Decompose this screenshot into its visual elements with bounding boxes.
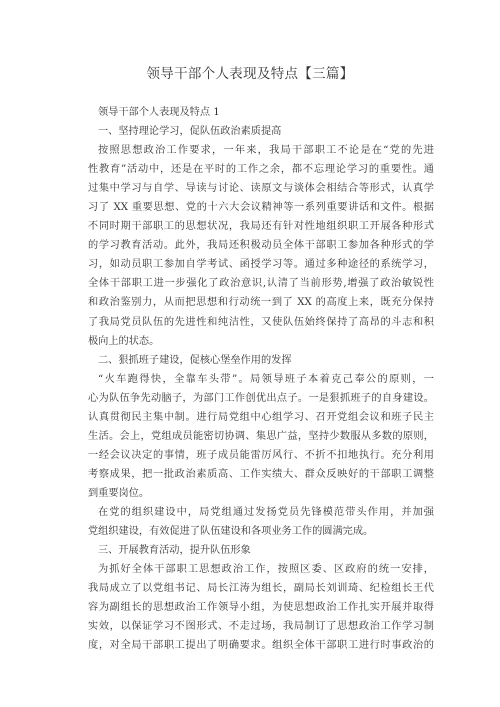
body-text-line: 容为副组长的思想政治工作领导小组，为使思想政治工作扎实开展并取得: [88, 602, 434, 614]
body-text-line: 考察成果，把一批政治素质高、工作实绩大、群众反映好的干部职工调整: [88, 468, 434, 480]
body-text-line: 二、狠抓班子建设，促核心堡垒作用的发挥: [98, 354, 292, 366]
body-text-line: 习，如动员职工参加自学考试、函授学习等。通过多种途径的系统学习，: [88, 259, 434, 271]
document-body: [88, 103, 434, 655]
body-text-line: 的学习教育活动。此外，我局还积极动员全体干部职工参加各种形式的学: [88, 240, 434, 252]
body-text-line: 不同时期干部职工的思想状况，我局还有针对性地组织职工开展各种形式: [88, 221, 434, 233]
body-text-line: 和政治鉴别力，从而把思想和行动统一到了 XX 的高度上来，既充分保持: [88, 297, 434, 309]
body-text-line: 心为队伍争先动脑子，为部门工作创优出点子。一是狠抓班子的自身建设。: [88, 392, 434, 404]
body-text-line: 领导干部个人表现及特点 1: [98, 107, 220, 118]
body-text-line: 实效，以保证学习不图形式、不走过场，我局制订了思想政治工作学习制: [88, 621, 434, 633]
body-text-line: 我局成立了以党组书记、局长江涛为组长，副局长刘训琦、纪检组长王代: [88, 583, 434, 595]
body-text-line: 认真贯彻民主集中制。进行局党组中心组学习、召开党组会议和班子民主: [88, 411, 434, 423]
body-text-line: 一经会议决定的事情，班子成员能雷厉风行、不折不扣地执行。充分利用: [88, 449, 434, 461]
body-text-line: 度，对全局干部职工提出了明确要求。组织全体干部职工进行时事政治的: [88, 640, 434, 652]
document-title: 领导干部个人表现及特点【三篇】: [146, 66, 354, 82]
body-text-line: 一、坚持理论学习，促队伍政治素质提高: [98, 126, 282, 138]
body-text-line: 三、开展教育活动，提升队伍形象: [98, 545, 251, 557]
body-text-line: 在党的组织建设中，局党组通过发扬党员先锋模范带头作用，并加强: [98, 506, 434, 518]
body-text-line: 全体干部职工进一步强化了政治意识,认清了当前形势,增强了政治敏锐性: [88, 278, 434, 290]
body-text-line: 过集中学习与自学、导读与讨论、读原文与谈体会相结合等形式，认真学: [88, 183, 434, 195]
body-text-line: 了我局党员队伍的先进性和纯洁性，又使队伍始终保持了高昂的斗志和积: [88, 316, 434, 328]
body-text-line: “火车跑得快，全靠车头带”。局领导班子本着克己奉公的原则，一: [98, 373, 434, 385]
body-text-line: 到重要岗位。: [88, 487, 150, 499]
body-text-line: 按照思想政治工作要求，一年来，我局干部职工不论是在“党的先进: [98, 145, 434, 157]
body-text-line: 党组织建设，有效促进了队伍建设和各项业务工作的圆满完成。: [88, 526, 374, 538]
body-text-line: 生活。会上，党组成员能密切协调、集思广益，坚持少数服从多数的原则，: [88, 430, 434, 442]
body-text-line: 性教育”活动中，还是在平时的工作之余，都不忘理论学习的重要性。通: [88, 164, 434, 176]
body-text-line: 为抓好全体干部职工思想政治工作，按照区委、区政府的统一安排，: [98, 564, 434, 576]
body-text-line: 习了 XX 重要思想、党的十六大会议精神等一系列重要讲话和文件。根据: [88, 202, 434, 214]
body-text-line: 极向上的状态。: [88, 335, 160, 347]
